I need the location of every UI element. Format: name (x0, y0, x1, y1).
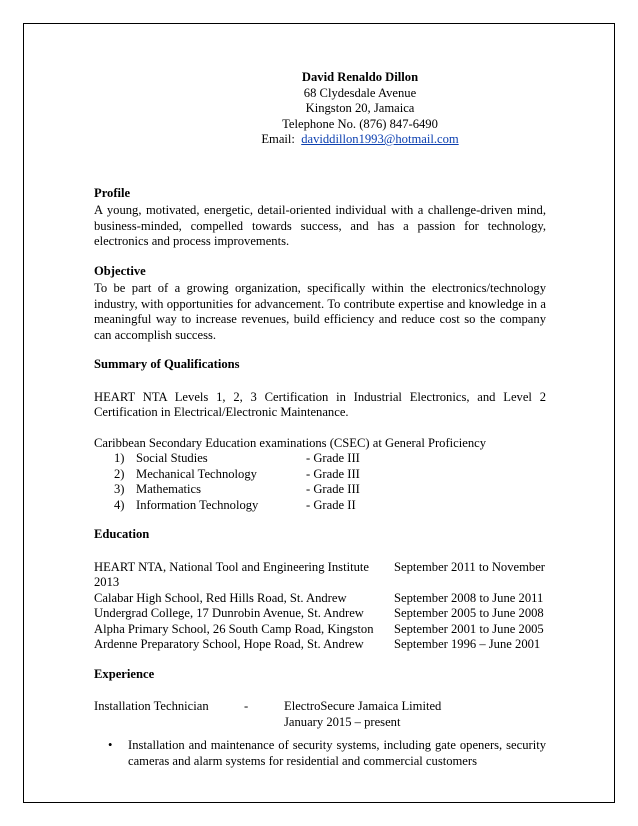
school-dates: September 2011 to November (394, 559, 545, 574)
resume (94, 70, 546, 769)
subject-number: 1) (114, 451, 125, 465)
subject-number: 3) (114, 482, 125, 496)
csec-intro: Caribbean Secondary Education examinations (CSEC) at General Proficiency (94, 435, 487, 450)
objective-text: To be part of a growing organization, specifically within the electronics/technology industry, with opportunities for advancement. To contribute expertise and knowledge in a meaningful way to increase revenues, build efficiency and reduce cost so the company can accomplish success. (94, 281, 546, 342)
qualifications-section (94, 357, 546, 513)
telephone: Telephone No. (876) 847-6490 (282, 116, 438, 131)
objective-heading: Objective (94, 263, 146, 278)
subject-grade: - Grade III (306, 482, 360, 496)
experience-section (94, 667, 546, 770)
address-line-1: 68 Clydesdale Avenue (303, 85, 417, 100)
school-dates: September 1996 – June 2001 (394, 637, 541, 651)
list-item (114, 451, 360, 467)
bullet-icon: • (108, 738, 113, 752)
experience-heading: Experience (94, 666, 155, 681)
school-dates: September 2001 to June 2005 (394, 621, 544, 636)
job-title: Installation Technician (94, 699, 209, 713)
job-period: January 2015 – present (284, 714, 401, 729)
list-item (114, 467, 360, 483)
table-row (94, 622, 545, 638)
email-label: Email: (261, 132, 295, 146)
objective-section (94, 264, 546, 344)
list-item (114, 498, 360, 514)
table-row (94, 560, 545, 576)
school-name: 2013 (94, 575, 120, 589)
school-name: Calabar High School, Red Hills Road, St. Andrew (94, 590, 347, 605)
subject-name: Mathematics (136, 482, 202, 496)
school-dates (394, 575, 545, 591)
subject-name: Social Studies (136, 451, 208, 465)
school-name: HEART NTA, National Tool and Engineering Institute (94, 559, 369, 574)
profile-section (94, 186, 546, 250)
grades-table (114, 451, 360, 513)
table-row (94, 575, 545, 591)
job-duty-text: Installation and maintenance of security systems, including gate openers, security cameras and alarm systems for residential and commercial customers (128, 738, 546, 768)
subject-number: 4) (114, 497, 125, 512)
subject-grade: - Grade III (306, 451, 360, 465)
school-name: Alpha Primary School, 26 South Camp Road, Kingston (94, 621, 374, 636)
applicant-name: David Renaldo Dillon (301, 70, 419, 84)
resume-header (114, 70, 606, 148)
table-row (94, 591, 545, 607)
school-dates: September 2008 to June 2011 (394, 590, 544, 605)
table-row (94, 606, 545, 622)
school-name: Ardenne Preparatory School, Hope Road, St. Andrew (94, 637, 364, 651)
school-dates: September 2005 to June 2008 (394, 606, 544, 620)
education-section (94, 527, 546, 653)
subject-name: Mechanical Technology (136, 466, 257, 481)
profile-heading: Profile (94, 185, 131, 200)
subject-grade: - Grade III (306, 466, 360, 481)
email-line (114, 132, 606, 148)
job-separator: - (244, 699, 249, 713)
subject-grade: - Grade II (306, 497, 356, 512)
address-line-2: Kingston 20, Jamaica (305, 101, 415, 115)
education-table (94, 560, 545, 653)
email-link[interactable]: daviddillon1993@hotmail.com (301, 132, 459, 146)
job-duty (108, 738, 546, 769)
profile-text: A young, motivated, energetic, detail-oriented individual with a challenge-driven mind, business-minded, compelled towards success, and has a passion for technology, electronics and process improvements. (94, 203, 546, 248)
subject-number: 2) (114, 466, 125, 481)
employer: ElectroSecure Jamaica Limited (284, 699, 442, 713)
qualifications-heading: Summary of Qualifications (94, 357, 240, 371)
subject-name: Information Technology (136, 497, 259, 512)
school-name: Undergrad College, 17 Dunrobin Avenue, St. Andrew (94, 606, 364, 620)
heart-certification: HEART NTA Levels 1, 2, 3 Certification in Industrial Electronics, and Level 2 Certification in Electrical/Electronic Maintenance. (94, 389, 546, 419)
job-entry (94, 699, 546, 730)
list-item (114, 482, 360, 498)
table-row (94, 637, 545, 653)
education-heading: Education (94, 527, 150, 541)
